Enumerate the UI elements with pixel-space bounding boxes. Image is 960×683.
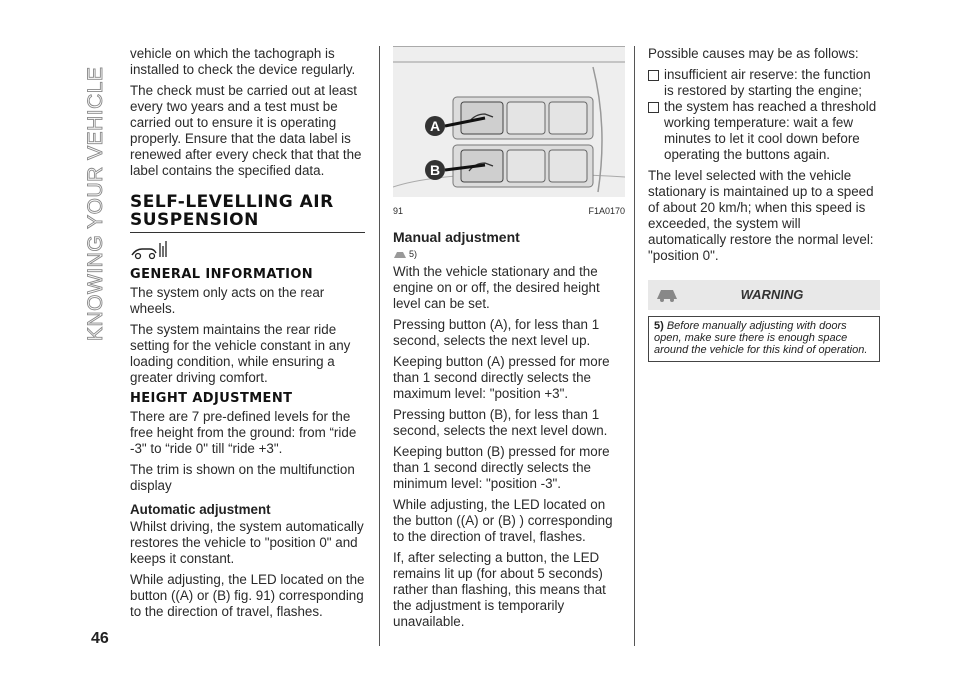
auto-paragraph-1: Whilst driving, the system automatically restores the vehicle to "position 0" and keeps it constant. [130,519,364,566]
manual-adjustment-heading: Manual adjustment [393,229,520,245]
car-warning-icon [393,248,407,260]
causes-intro: Possible causes may be as follows: [648,46,859,61]
automatic-adjustment-heading: Automatic adjustment [130,502,271,517]
manual-paragraph-7: If, after selecting a button, the LED remains lit up (for about 5 seconds) rather than flashing, this means that the adjustment is temporarily unavailable. [393,550,606,629]
manual-ref [393,246,625,262]
manual-paragraph-2: Pressing button (A), for less than 1 second, selects the next level up. [393,317,600,348]
column-divider-2 [634,46,635,646]
warning-text: Before manually adjusting with doors open, make sure there is enough space around the vehicle for this kind of operation. [654,320,868,356]
level-paragraph: The level selected with the vehicle stationary is maintained up to a speed of about 20 km/h; when this speed is exceeded, the system will automatically restore the normal level: "position 0". [648,168,874,263]
checkbox-bullet-icon [648,102,659,113]
figure-code: F1A0170 [588,206,625,216]
column-1 [130,46,365,625]
warning-box [648,316,880,362]
manual-paragraph-1: With the vehicle stationary and the engine on or off, the desired height level can be set. [393,264,600,311]
general-information-heading: GENERAL INFORMATION [130,267,314,282]
manual-paragraph-4: Pressing button (B), for less than 1 second, selects the next level down. [393,407,608,438]
warning-label: WARNING [740,287,804,302]
callout-b: B [429,162,441,178]
car-warning-icon [654,283,684,307]
figure-number: 91 [393,206,404,216]
figure-91-button-panel [393,46,625,197]
section-title: SELF-LEVELLING AIR SUSPENSION [130,193,365,233]
manual-paragraph-5: Keeping button (B) pressed for more than 1 second directly selects the minimum level: "position -3". [393,444,610,491]
suspension-icon [130,239,365,261]
callout-a: A [429,118,441,134]
page-number: 46 [91,630,109,647]
column-2 [393,46,625,635]
checkbox-bullet-icon [648,70,659,81]
intro-paragraph: vehicle on which the tachograph is installed to check the device regularly. [130,46,356,77]
height-adjustment-heading: HEIGHT ADJUSTMENT [130,391,293,406]
column-divider-1 [379,46,380,646]
bullet-text: the system has reached a threshold working temperature: wait a few minutes to let it cool down before operating the buttons again. [664,99,877,162]
bullet-text: insufficient air reserve: the function is restored by starting the engine; [664,67,871,98]
manual-ref-number: 5) [409,249,418,259]
warning-number: 5) [654,320,664,332]
height-paragraph-2: The trim is shown on the multifunction display [130,462,355,493]
check-paragraph: The check must be carried out at least every two years and a test must be carried out to ensure it is operating properly. Ensure that the data label is renewed after every check that that the label contains the specified data. [130,83,362,178]
bullet-item [648,99,880,163]
figure-caption [393,203,625,219]
column-3 [648,46,880,362]
manual-paragraph-6: While adjusting, the LED located on the button ((A) or (B) ) corresponding to the direction of travel, flashes. [393,497,613,544]
side-section-title [80,46,110,346]
auto-paragraph-2: While adjusting, the LED located on the button ((A) or (B) fig. 91) corresponding to the direction of travel, flashes. [130,572,365,619]
general-paragraph-1: The system only acts on the rear wheels. [130,285,325,316]
general-paragraph-2: The system maintains the rear ride setting for the vehicle constant in any loading condition, while ensuring a greater driving comfort. [130,322,351,385]
bullet-item [648,67,880,99]
warning-header [648,280,880,310]
height-paragraph-1: There are 7 pre-defined levels for the free height from the ground: from “ride -3" to “ride 0" till “ride +3". [130,409,357,456]
manual-paragraph-3: Keeping button (A) pressed for more than 1 second directly selects the maximum level: "position +3". [393,354,610,401]
side-title-text: KNOWING YOUR VEHICLE [84,66,107,341]
